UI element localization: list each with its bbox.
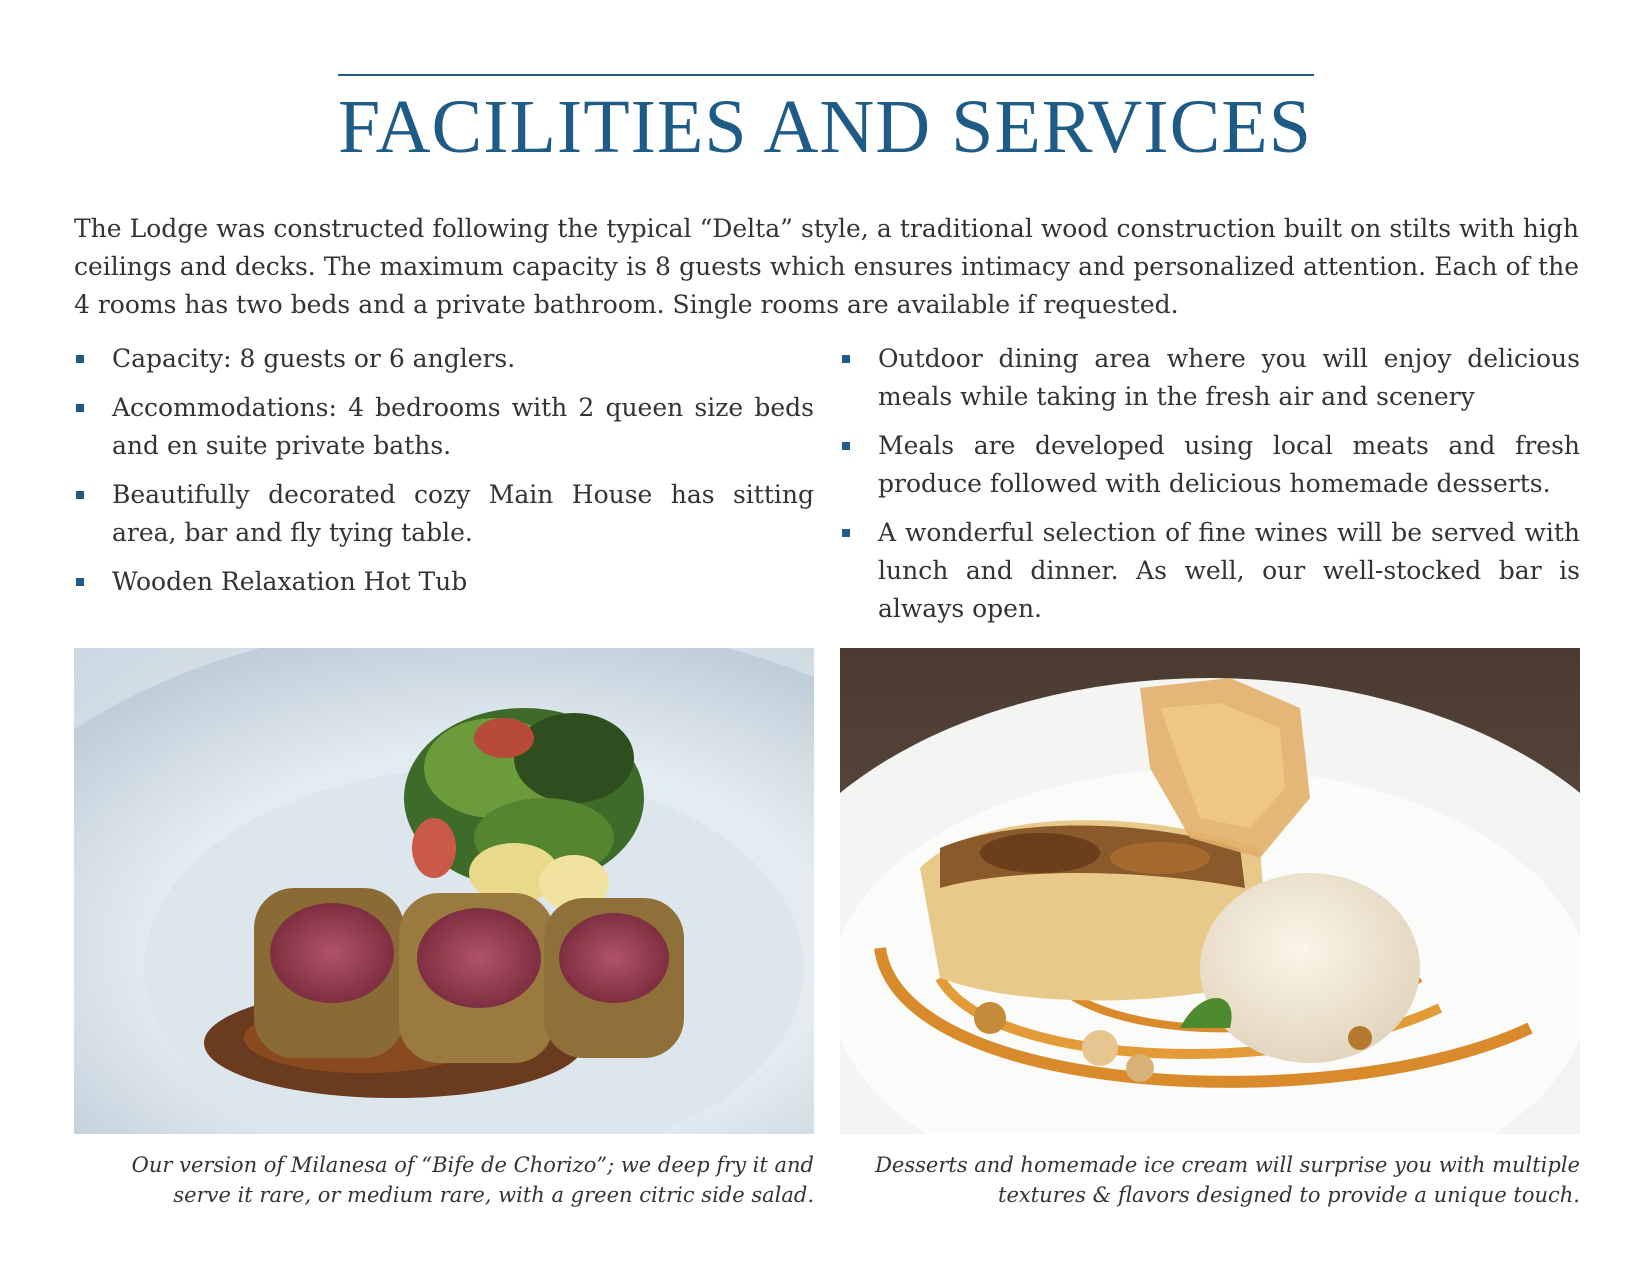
list-item: Wooden Relaxation Hot Tub xyxy=(74,563,814,601)
dessert-photo xyxy=(840,648,1580,1134)
bullet-icon xyxy=(76,404,84,412)
list-item: A wonderful selection of fine wines will be served with lunch and dinner. As well, our well-stocked bar is always open. xyxy=(840,514,1580,628)
title-rule xyxy=(338,74,1314,76)
bullet-icon xyxy=(842,355,850,363)
bullet-icon xyxy=(76,578,84,586)
list-item: Meals are developed using local meats and fresh produce followed with delicious homemade desserts. xyxy=(840,427,1580,503)
list-item: Capacity: 8 guests or 6 anglers. xyxy=(74,340,814,378)
bullet-icon xyxy=(76,491,84,499)
dessert-caption: Desserts and homemade ice cream will surprise you with multiple textures & flavors designed to provide a unique touch. xyxy=(875,1153,1580,1207)
bullet-icon xyxy=(842,529,850,537)
page-title: FACILITIES AND SERVICES xyxy=(337,85,1312,169)
list-item: Accommodations: 4 bedrooms with 2 queen size beds and en suite private baths. xyxy=(74,389,814,465)
bullet-icon xyxy=(842,442,850,450)
steak-photo xyxy=(74,648,814,1134)
intro-paragraph: The Lodge was constructed following the typical “Delta” style, a traditional wood construction built on stilts with high ceilings and decks. The maximum capacity is 8 guests which ensures intimacy and personalized attention. Each of the 4 rooms has two beds and a private bathroom. Single rooms are available if requested. xyxy=(74,214,1579,319)
steak-caption: Our version of Milanesa of “Bife de Chorizo”; we deep fry it and serve it rare, or medium rare, with a green citric side salad. xyxy=(131,1153,814,1207)
features-list-right xyxy=(840,340,1580,639)
bullet-icon xyxy=(76,355,84,363)
features-list-left xyxy=(74,340,814,612)
list-item: Outdoor dining area where you will enjoy delicious meals while taking in the fresh air and scenery xyxy=(840,340,1580,416)
list-item: Beautifully decorated cozy Main House has sitting area, bar and fly tying table. xyxy=(74,476,814,552)
